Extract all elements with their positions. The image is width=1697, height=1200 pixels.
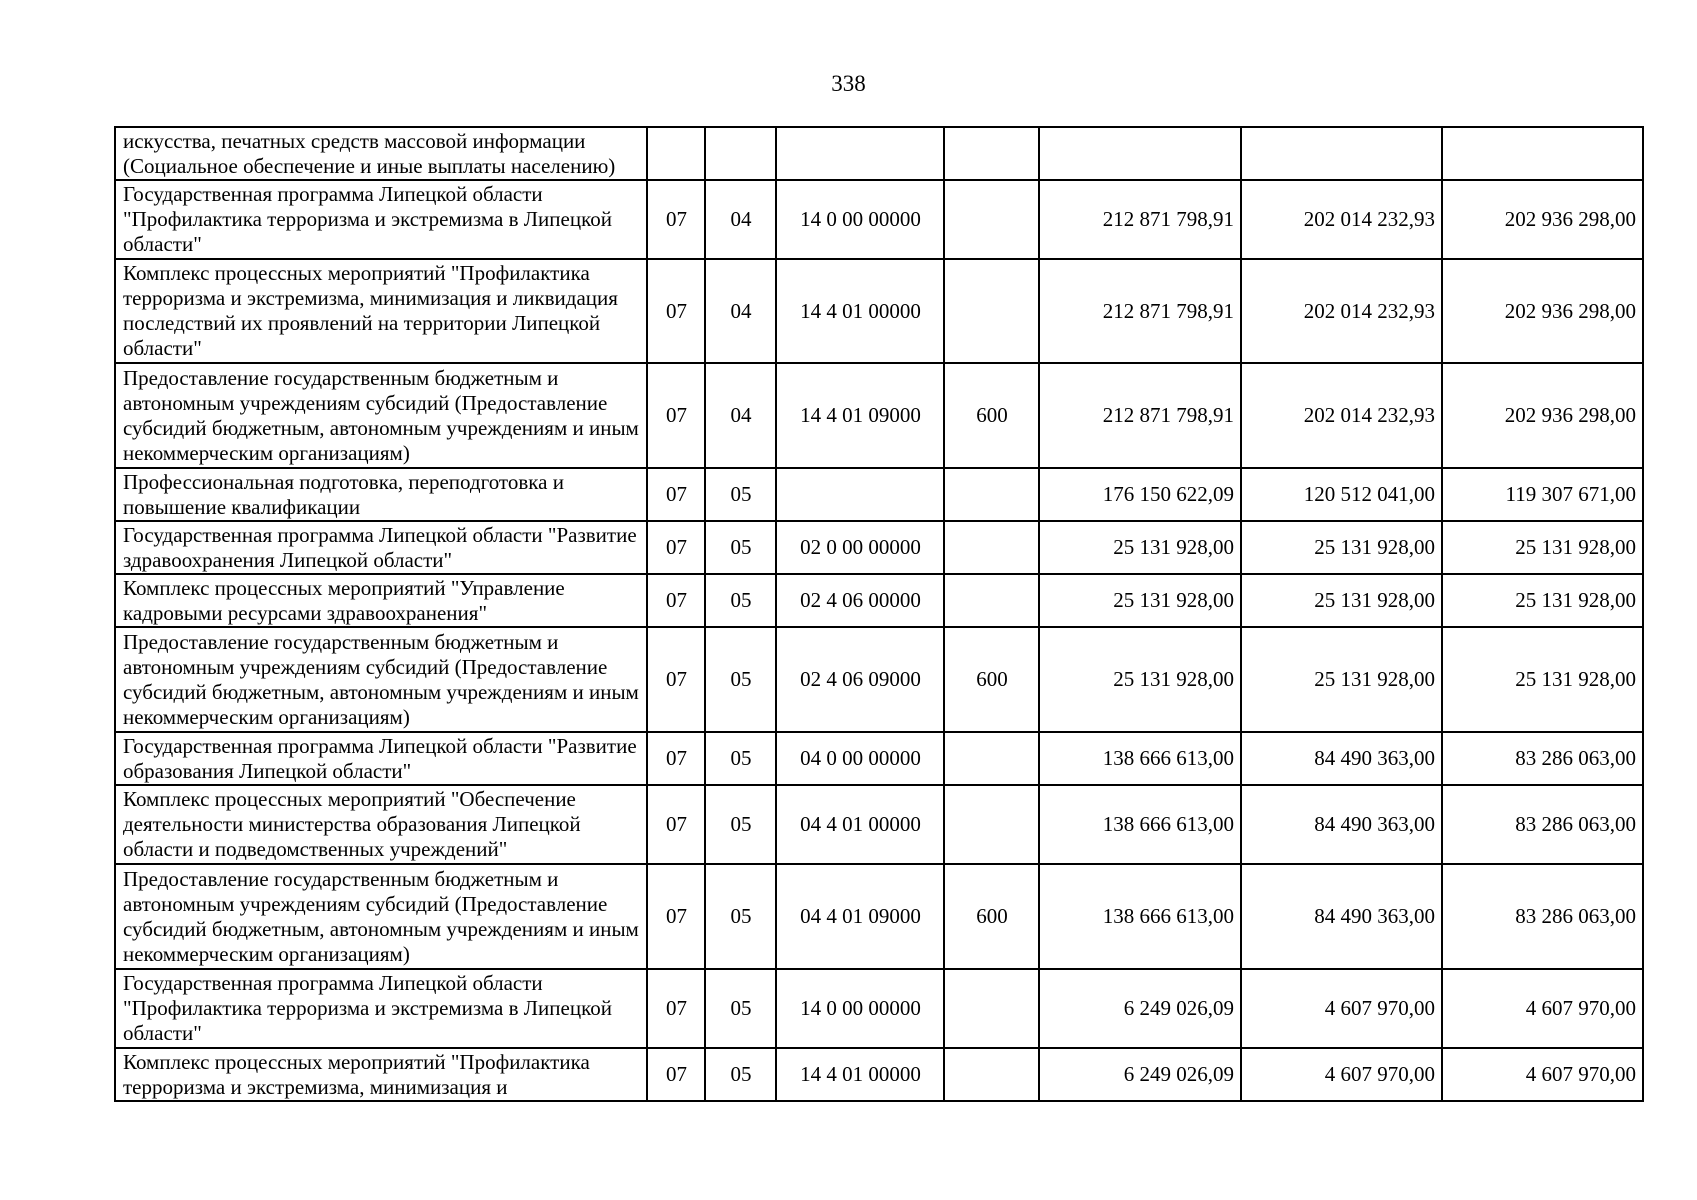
row-csr: 04 4 01 09000 — [776, 864, 944, 969]
row-vr — [944, 259, 1039, 363]
row-sum-2: 202 014 232,93 — [1241, 180, 1442, 259]
row-csr: 14 4 01 00000 — [776, 1048, 944, 1101]
row-sum-2 — [1241, 127, 1442, 180]
row-sum-1: 25 131 928,00 — [1039, 627, 1241, 732]
row-rz: 07 — [647, 363, 705, 468]
row-name: Комплекс процессных мероприятий "Обеспечение деятельности министерства образования Липецкой области и подведомственных учреждений" — [115, 785, 647, 864]
table-row — [115, 259, 1643, 363]
row-sum-2: 4 607 970,00 — [1241, 1048, 1442, 1101]
table-row — [115, 180, 1643, 259]
row-vr — [944, 521, 1039, 574]
row-sum-2: 25 131 928,00 — [1241, 574, 1442, 627]
row-csr: 02 4 06 00000 — [776, 574, 944, 627]
row-sum-2: 202 014 232,93 — [1241, 363, 1442, 468]
row-sum-3: 83 286 063,00 — [1442, 785, 1643, 864]
row-rz: 07 — [647, 521, 705, 574]
row-sum-2: 84 490 363,00 — [1241, 785, 1442, 864]
row-csr: 14 0 00 00000 — [776, 969, 944, 1048]
table-row — [115, 864, 1643, 969]
row-sum-3: 25 131 928,00 — [1442, 521, 1643, 574]
row-sum-3: 202 936 298,00 — [1442, 363, 1643, 468]
page-number: 338 — [831, 71, 866, 96]
row-pr: 05 — [705, 732, 776, 785]
row-pr: 05 — [705, 574, 776, 627]
row-pr: 04 — [705, 180, 776, 259]
row-sum-3: 25 131 928,00 — [1442, 627, 1643, 732]
row-sum-2: 84 490 363,00 — [1241, 732, 1442, 785]
row-vr: 600 — [944, 864, 1039, 969]
row-vr — [944, 969, 1039, 1048]
row-vr: 600 — [944, 627, 1039, 732]
row-name: Государственная программа Липецкой области "Развитие здравоохранения Липецкой области" — [115, 521, 647, 574]
row-name: Государственная программа Липецкой области "Развитие образования Липецкой области" — [115, 732, 647, 785]
row-rz: 07 — [647, 180, 705, 259]
row-sum-3: 83 286 063,00 — [1442, 864, 1643, 969]
row-sum-2: 25 131 928,00 — [1241, 627, 1442, 732]
row-name: Комплекс процессных мероприятий "Управление кадровыми ресурсами здравоохранения" — [115, 574, 647, 627]
table-row — [115, 1048, 1643, 1101]
row-pr: 05 — [705, 785, 776, 864]
row-rz: 07 — [647, 732, 705, 785]
row-sum-3: 202 936 298,00 — [1442, 259, 1643, 363]
row-vr — [944, 1048, 1039, 1101]
row-sum-3: 202 936 298,00 — [1442, 180, 1643, 259]
row-vr: 600 — [944, 363, 1039, 468]
table-row — [115, 127, 1643, 180]
row-name: Комплекс процессных мероприятий "Профилактика терроризма и экстремизма, минимизация и — [115, 1048, 647, 1101]
row-sum-2: 120 512 041,00 — [1241, 468, 1442, 521]
row-sum-2: 202 014 232,93 — [1241, 259, 1442, 363]
row-sum-3: 4 607 970,00 — [1442, 1048, 1643, 1101]
row-sum-1: 25 131 928,00 — [1039, 574, 1241, 627]
row-csr: 14 4 01 00000 — [776, 259, 944, 363]
row-sum-1: 212 871 798,91 — [1039, 180, 1241, 259]
row-name: Государственная программа Липецкой области "Профилактика терроризма и экстремизма в Липецкой области" — [115, 180, 647, 259]
row-name: искусства, печатных средств массовой информации (Социальное обеспечение и иные выплаты населению) — [115, 127, 647, 180]
budget-table — [114, 126, 1644, 1102]
table-row — [115, 574, 1643, 627]
row-rz: 07 — [647, 1048, 705, 1101]
row-csr: 04 0 00 00000 — [776, 732, 944, 785]
row-pr: 05 — [705, 468, 776, 521]
row-vr — [944, 785, 1039, 864]
row-rz: 07 — [647, 574, 705, 627]
row-pr: 05 — [705, 627, 776, 732]
row-csr: 02 0 00 00000 — [776, 521, 944, 574]
row-sum-1: 138 666 613,00 — [1039, 732, 1241, 785]
row-rz: 07 — [647, 785, 705, 864]
row-sum-1: 6 249 026,09 — [1039, 1048, 1241, 1101]
table-row — [115, 468, 1643, 521]
row-pr: 05 — [705, 864, 776, 969]
row-vr — [944, 732, 1039, 785]
row-name: Предоставление государственным бюджетным и автономным учреждениям субсидий (Предоставление субсидий бюджетным, автономным учреждениям и иным некоммерческим организациям) — [115, 864, 647, 969]
table-row — [115, 363, 1643, 468]
row-sum-1: 212 871 798,91 — [1039, 259, 1241, 363]
row-pr: 05 — [705, 1048, 776, 1101]
row-name: Предоставление государственным бюджетным и автономным учреждениям субсидий (Предоставление субсидий бюджетным, автономным учреждениям и иным некоммерческим организациям) — [115, 627, 647, 732]
row-csr: 14 0 00 00000 — [776, 180, 944, 259]
row-vr — [944, 468, 1039, 521]
row-rz: 07 — [647, 969, 705, 1048]
row-pr: 05 — [705, 521, 776, 574]
row-sum-3: 4 607 970,00 — [1442, 969, 1643, 1048]
row-sum-3: 119 307 671,00 — [1442, 468, 1643, 521]
row-sum-1: 176 150 622,09 — [1039, 468, 1241, 521]
row-sum-1: 6 249 026,09 — [1039, 969, 1241, 1048]
table-row — [115, 627, 1643, 732]
row-pr: 04 — [705, 363, 776, 468]
row-pr: 04 — [705, 259, 776, 363]
row-rz: 07 — [647, 627, 705, 732]
table-row — [115, 521, 1643, 574]
row-sum-3: 83 286 063,00 — [1442, 732, 1643, 785]
row-sum-2: 84 490 363,00 — [1241, 864, 1442, 969]
row-vr — [944, 127, 1039, 180]
row-csr — [776, 127, 944, 180]
row-sum-1: 212 871 798,91 — [1039, 363, 1241, 468]
row-vr — [944, 180, 1039, 259]
row-rz: 07 — [647, 864, 705, 969]
row-pr — [705, 127, 776, 180]
row-csr: 14 4 01 09000 — [776, 363, 944, 468]
row-sum-3 — [1442, 127, 1643, 180]
row-sum-2: 25 131 928,00 — [1241, 521, 1442, 574]
row-rz: 07 — [647, 468, 705, 521]
row-sum-2: 4 607 970,00 — [1241, 969, 1442, 1048]
row-sum-1: 138 666 613,00 — [1039, 864, 1241, 969]
row-sum-1: 138 666 613,00 — [1039, 785, 1241, 864]
row-vr — [944, 574, 1039, 627]
table-row — [115, 785, 1643, 864]
row-pr: 05 — [705, 969, 776, 1048]
row-csr: 04 4 01 00000 — [776, 785, 944, 864]
row-rz — [647, 127, 705, 180]
row-csr: 02 4 06 09000 — [776, 627, 944, 732]
row-csr — [776, 468, 944, 521]
row-name: Комплекс процессных мероприятий "Профилактика терроризма и экстремизма, минимизация и ликвидация последствий их проявлений на территории Липецкой области" — [115, 259, 647, 363]
row-name: Государственная программа Липецкой области "Профилактика терроризма и экстремизма в Липецкой области" — [115, 969, 647, 1048]
table-row — [115, 969, 1643, 1048]
row-sum-1: 25 131 928,00 — [1039, 521, 1241, 574]
table-row — [115, 732, 1643, 785]
row-name: Предоставление государственным бюджетным и автономным учреждениям субсидий (Предоставление субсидий бюджетным, автономным учреждениям и иным некоммерческим организациям) — [115, 363, 647, 468]
row-sum-3: 25 131 928,00 — [1442, 574, 1643, 627]
row-rz: 07 — [647, 259, 705, 363]
row-name: Профессиональная подготовка, переподготовка и повышение квалификации — [115, 468, 647, 521]
row-sum-1 — [1039, 127, 1241, 180]
